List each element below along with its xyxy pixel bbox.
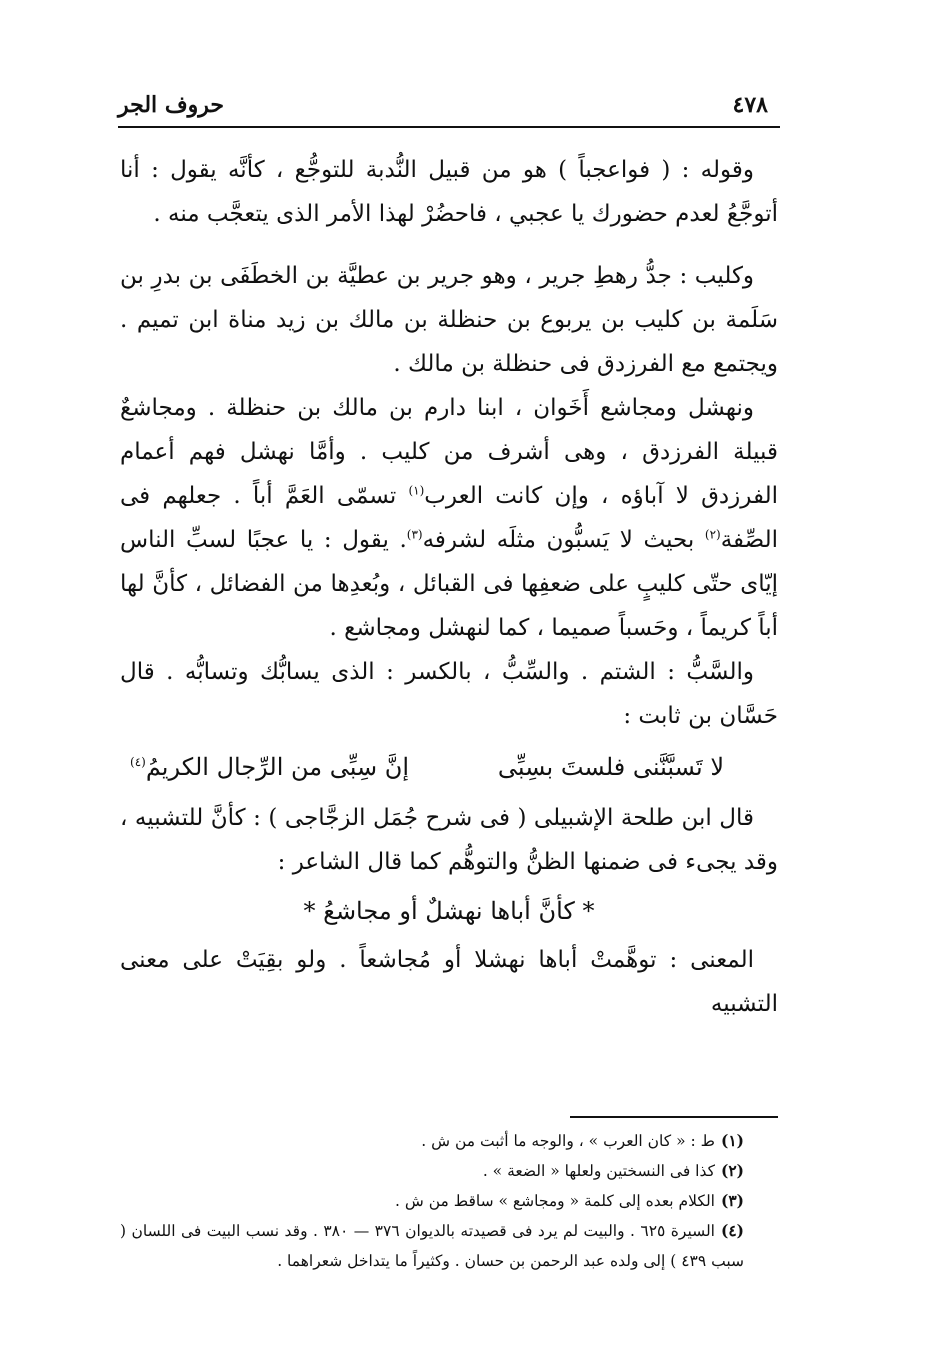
footnote: (٢)كذا فى النسختين ولعلها « الضعة » .	[482, 1161, 744, 1180]
footnote: (١)ط : « كان العرب » ، والوجه ما أثبت من ش .	[421, 1131, 744, 1150]
paragraph: وكليب : جدُّ رهطِ جرير ، وهو جرير بن عطيَّة بن الخطَفَى بن بدرِ بن سَلَمة بن كليب بن يربوع بن حنظلة بن مالك بن زيد مناة ابن تميم . ويجتمع مع الفرزدق فى حنظلة بن مالك .	[120, 263, 778, 377]
footnote-ref: (١)	[408, 483, 425, 498]
footnote: (٤)السيرة ٦٢٥ . والبيت لم يرد فى قصيدته بالديوان ٣٧٦ — ٣٨٠ . وقد نسب البيت فى اللسان ( سبب ٤٣٩ ) إلى ولده عبد الرحمن بن حسان . وكثيراً ما يتداخل شعراهما .	[120, 1221, 745, 1270]
footnotes	[120, 1126, 778, 1276]
verse-second-hemistich: إنَّ سِبِّى من الرِّجال الكريمُ$^{(٤)}$	[130, 753, 410, 781]
page-number: ٤٧٨	[732, 92, 768, 118]
paragraph: والسَّبُّ : الشتم . والسِّبُّ ، بالكسر : الذى يسابُّك وتسابُّه . قال حَسَّان بن ثابت :	[120, 659, 778, 729]
page-header	[118, 92, 778, 120]
main-text	[120, 148, 778, 1026]
verse-first-hemistich: لا تَسبَّنَّنى فلستَ بسِبِّى	[497, 753, 724, 781]
verse-half-line: * كأنَّ أباها نهشلٌ أو مجاشعُ *	[303, 897, 595, 925]
paragraph: ونهشل ومجاشع أَخَوان ، ابنا دارم بن مالك بن حنظلة . ومجاشعٌ قبيلة الفرزدق ، وهى أشرف من كليب . وأمَّا نهشل فهم أعمام الفرزدق لا آباؤه ، وإن كانت العرب$^{(١)}$ تسمّى العَمَّ أباً . جعلهم فى الصِّفة$^{(٢)}$ بحيث لا يَسبُّون مثلَه لشرفه$^{(٣)}$. يقول : يا عجبًا لسبِّ الناس إيّاى حتّى كليبٍ على ضعفِها فى القبائل ، وبُعدِها من الفضائل ، كأنَّ لها أباً كريماً ، وحَسباً صميما ، كما لنهشل ومجاشع .	[120, 395, 779, 641]
verse-line	[120, 738, 778, 796]
paragraph: وقوله : ( فواعجباً ) هو من قبيل النُّدبة للتوجُّع ، كأنَّه يقول : أنا أتوجَّعُ لعدم حضورك يا عجبي ، فاحضُرْ لهذا الأمر الذى يتعجَّب منه .	[120, 157, 778, 227]
footnote-ref: (٢)	[704, 527, 721, 542]
paragraph: قال ابن طلحة الإشبيلى ( فى شرح جُمَل الزجَّاجى ) : كأنَّ للتشبيه ، وقد يجىء فى ضمنها الظنُّ والتوهُّم كما قال الشاعر :	[120, 805, 778, 875]
footnote-ref: (٣)	[406, 527, 423, 542]
footnote: (٣)الكلام بعده إلى كلمة « ومجاشع » ساقط من ش .	[395, 1191, 744, 1210]
running-title: حروف الجر	[118, 92, 224, 118]
paragraph: المعنى : توهَّمتْ أباها نهشلا أو مُجاشعاً . ولو بقِيَتْ على معنى التشبيه	[120, 947, 778, 1017]
footnote-ref: (٤)	[130, 755, 146, 769]
footnote-rule	[570, 1116, 778, 1118]
header-rule	[118, 126, 780, 128]
